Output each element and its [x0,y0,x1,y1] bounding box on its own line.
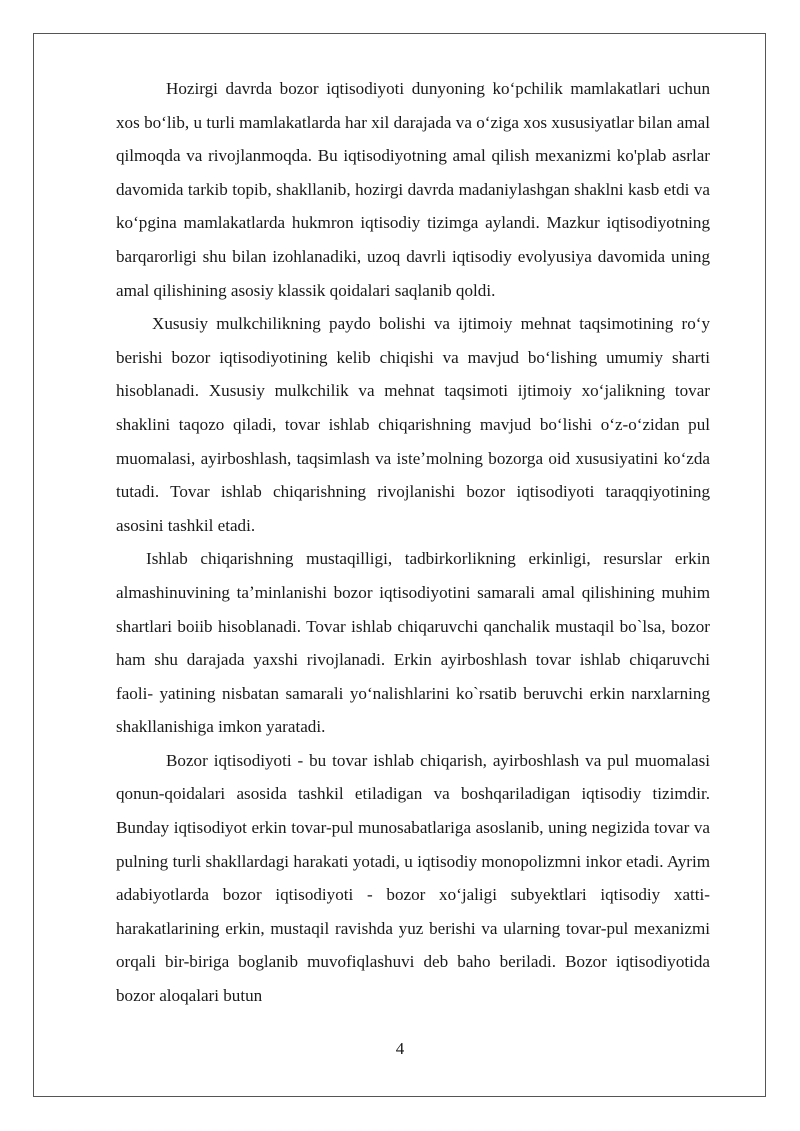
paragraph: Bozor iqtisodiyoti - bu tovar ishlab chiqarish, ayirboshlash va pul muomalasi qonun-qoidalari asosida tashkil etiladigan va boshqariladigan iqtisodiy tizimdir. Bunday iqtisodiyot erkin tovar-pul munosabatlariga asoslanib, uning negizida tovar va pulning turli shakllardagi harakati yotadi, u iqtisodiy monopolizmni inkor etadi. Ayrim adabiyotlarda bozor iqtisodiyoti - bozor xoʻjaligi subyektlari iqtisodiy xatti-harakatlarining erkin, mustaqil ravishda yuz berishi va ularning tovar-pul mexanizmi orqali bir-biriga boglanib muvofiqlashuvi deb baho beriladi. Bozor iqtisodiyotida bozor aloqalari butun [116,750,710,1006]
page-number: 4 [395,1039,405,1058]
page-body [116,72,710,1013]
paragraph: Hozirgi davrda bozor iqtisodiyoti dunyoning koʻpchilik mamlakatlari uchun xos boʻlib, u turli mamlakatlarda har xil darajada va oʻziga xos xususiyatlar bilan amal qilmoqda va rivojlanmoqda. Bu iqtisodiyotning amal qilish mexanizmi ko'plab asrlar davomida tarkib topib, shakllanib, hozirgi davrda madaniylashgan shaklni kasb etdi va koʻpgina mamlakatlarda hukmron iqtisodiy tizimga aylandi. Mazkur iqtisodiyotning barqarorligi shu bilan izohlanadiki, uzoq davrli iqtisodiy evolyusiya davomida uning amal qilishining asosiy klassik qoidalari saqlanib qoldi. [116,79,710,300]
paragraph: Xususiy mulkchilikning paydo bolishi va ijtimoiy mehnat taqsimotining roʻy berishi bozor iqtisodiyotining kelib chiqishi va mavjud boʻlishing umumiy sharti hisoblanadi. Xususiy mulkchilik va mehnat taqsimoti ijtimoiy xoʻjalikning tovar shaklini taqozo qiladi, tovar ishlab chiqarishning mavjud boʻlishi oʻz-oʻzidan pul muomalasi, ayirboshlash, taqsimlash va isteʼmolning bozorga oid xususiyatini koʻzda tutadi. Tovar ishlab chiqarishning rivojlanishi bozor iqtisodiyoti taraqqiyotining asosini tashkil etadi. [116,314,710,535]
paragraph: Ishlab chiqarishning mustaqilligi, tadbirkorlikning erkinligi, resurslar erkin almashinuvining taʼminlanishi bozor iqtisodiyotini samarali amal qilishining muhim shartlari boiib hisoblanadi. Tovar ishlab chiqaruvchi qanchalik mustaqil bo`lsa, bozor ham shu darajada yaxshi rivojlanadi. Erkin ayirboshlash tovar ishlab chiqaruvchi faoli- yatining nisbatan samarali yoʻnalishlarini ko`rsatib beruvchi erkin narxlarning shakllanishiga imkon yaratadi. [116,549,710,737]
